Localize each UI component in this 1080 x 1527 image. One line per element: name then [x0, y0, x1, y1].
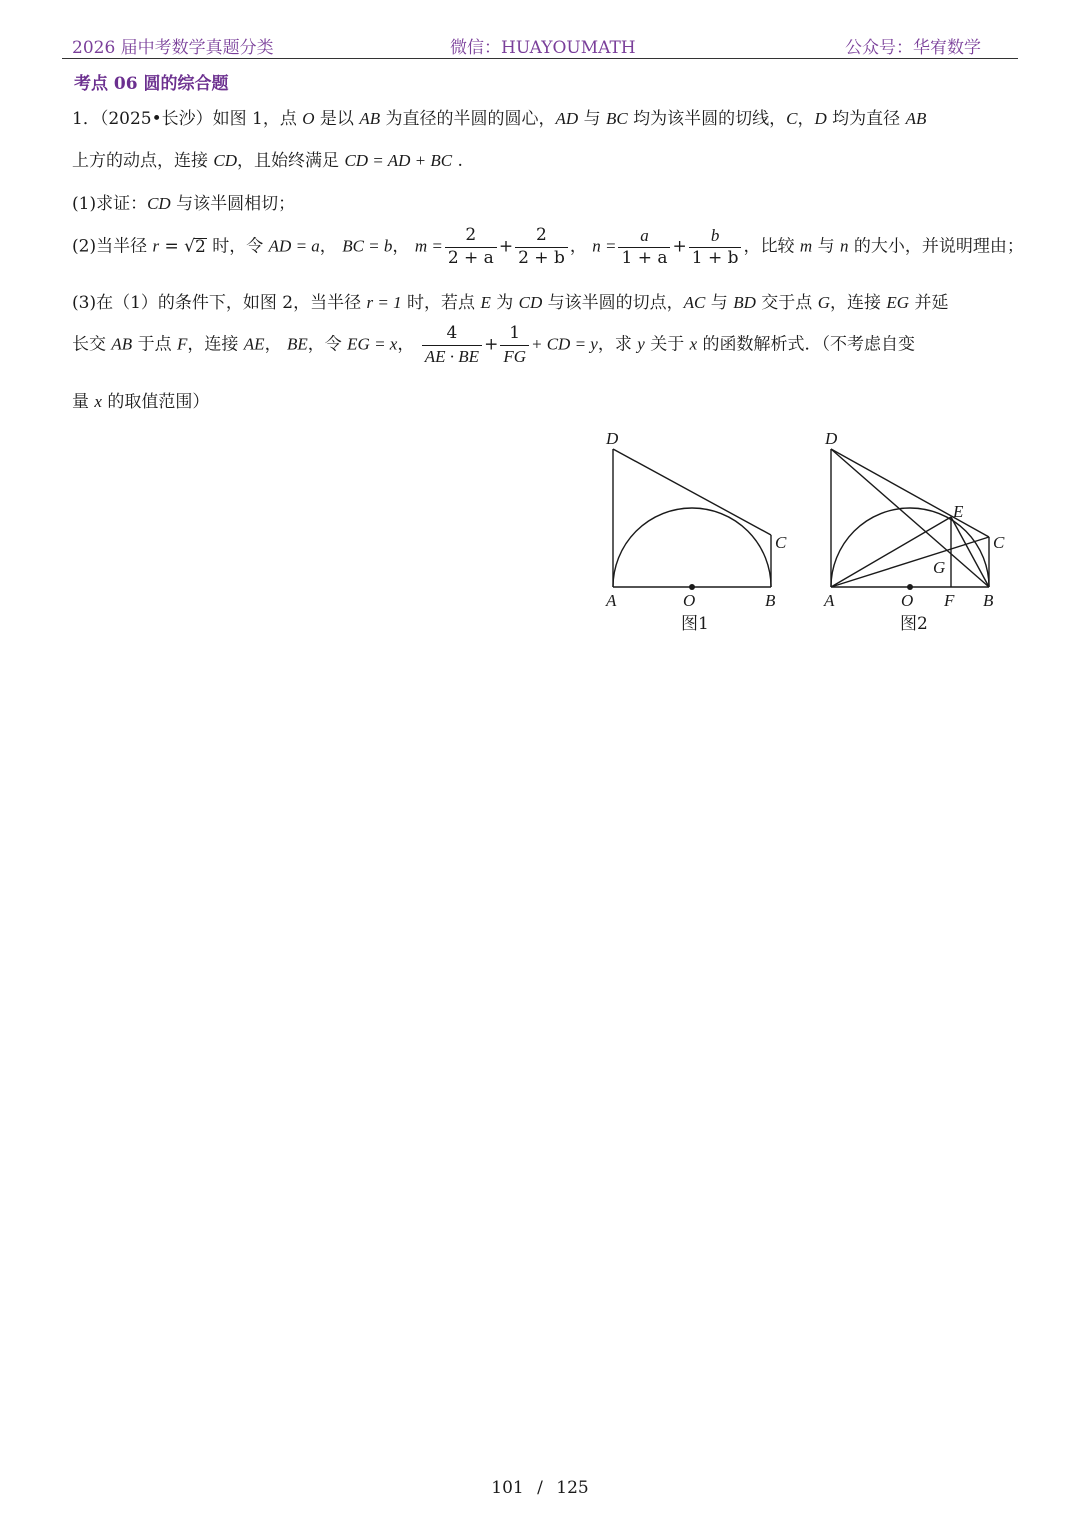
problem-part-3-end: 量 x 的取值范围） [72, 392, 210, 412]
problem-part-2: (2)当半径 r = √2 时，令 AD = a， BC = b， m = $\frac{2}{2 + a}$ + $\frac{2}{2 + b}$ ， n = $\frac{a}{1 + a}$ + $\frac{b}{1 + b}$ ，比较 m 与 n 的大小，并说明理由； [72, 225, 1024, 268]
label-a: A [824, 591, 835, 610]
label-c: C [993, 533, 1005, 552]
label-g: G [933, 558, 946, 577]
line-be [951, 517, 989, 587]
fraction-m2: $\frac{2}{2 + b}$ [515, 226, 568, 268]
fraction-4-over-ae-be: $\frac{4}{AE \cdot BE}$ [422, 324, 482, 366]
figure-2 [815, 425, 1040, 640]
line-dc [613, 449, 771, 535]
caption-figure-2: 图2 [900, 614, 928, 634]
center-point-o [689, 584, 695, 590]
label-b: B [765, 591, 776, 610]
problem-part-3-cont: 长交 AB 于点 F，连接 AE， BE，令 EG = x， $\frac{4}{AE \cdot BE}$ + $\frac{1}{FG}$ + CD = y，求 y 关于 x 的函数解析式．（不考虑自变 [72, 323, 916, 366]
label-d: D [606, 429, 619, 448]
header-divider [62, 58, 1018, 59]
label-e: E [953, 502, 964, 521]
problem-part-3: (3)在（1）的条件下，如图 2，当半径 r = 1 时，若点 E 为 CD 与该半圆的切点，AC 与 BD 交于点 G，连接 EG 并延 [72, 293, 949, 313]
fraction-1-over-fg: $\frac{1}{FG}$ [500, 324, 529, 366]
header-wechat: 微信：HUAYOUMATH [450, 38, 636, 58]
sqrt-value: 2 [195, 236, 206, 257]
fraction-n2: $\frac{b}{1 + b}$ [689, 226, 742, 268]
page-separator: / [537, 1478, 543, 1498]
header-left-title: 2026 届中考数学真题分类 [72, 38, 274, 58]
label-f: F [944, 591, 955, 610]
semicircle [831, 508, 989, 587]
page-current: 101 [491, 1478, 524, 1498]
label-c: C [775, 533, 787, 552]
page-number [0, 1478, 1080, 1498]
caption-figure-1: 图1 [681, 614, 709, 634]
label-o: O [901, 591, 914, 610]
problem-line-2: 上方的动点，连接 CD，且始终满足 CD = AD + BC . [72, 151, 463, 171]
fraction-m1: $\frac{2}{2 + a}$ [445, 226, 497, 268]
figure-1 [595, 425, 805, 640]
center-point-o [907, 584, 913, 590]
section-title: 考点 06 圆的综合题 [74, 74, 229, 94]
fraction-n1: $\frac{a}{1 + a}$ [618, 226, 670, 268]
label-d: D [825, 429, 838, 448]
problem-line-1: 1．（2025•长沙）如图 1，点 O 是以 AB 为直径的半圆的圆心，AD 与 BC 均为该半圆的切线，C，D 均为直径 AB [72, 109, 927, 129]
line-dc [831, 449, 989, 537]
semicircle [613, 508, 771, 587]
label-b: B [983, 591, 994, 610]
header-official-account: 公众号：华宥数学 [845, 38, 981, 58]
page-total: 125 [556, 1478, 589, 1498]
label-a: A [606, 591, 617, 610]
problem-part-1: (1)求证：CD 与该半圆相切； [72, 194, 296, 214]
line-db [831, 449, 989, 587]
label-o: O [683, 591, 696, 610]
